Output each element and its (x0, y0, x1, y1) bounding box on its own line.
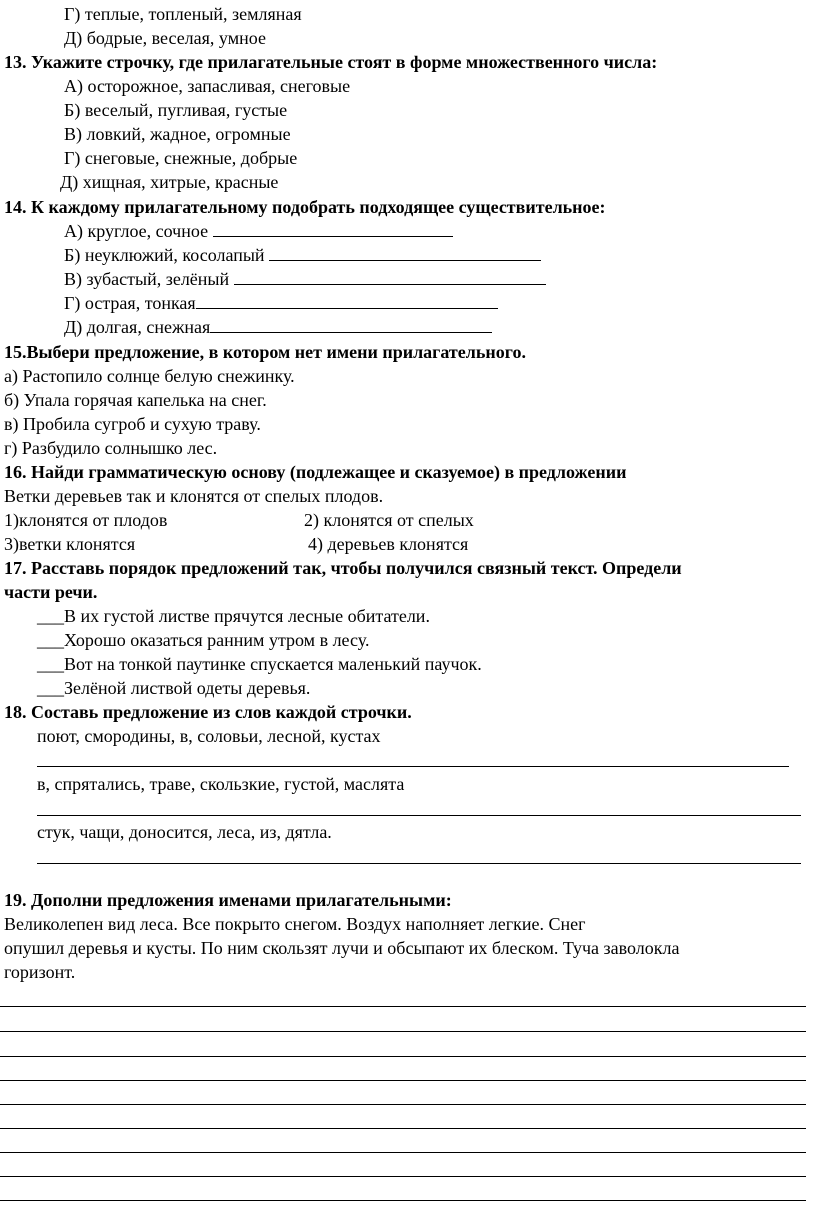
writing-line[interactable] (0, 1152, 806, 1153)
q16-option-1: 1)клонятся от плодов (4, 510, 168, 530)
q13-option-g: Г) снеговые, снежные, добрые (64, 148, 298, 168)
q14-option-b-text: Б) неуклюжий, косолапый (64, 245, 270, 265)
q15-option-a: а) Растопило солнце белую снежинку. (4, 366, 295, 386)
q19-text-line-2: опушил деревья и кусты. По ним скользят лучи и обсыпают их блеском. Туча заволокла (4, 938, 680, 958)
q13-option-b: Б) веселый, пугливая, густые (64, 100, 288, 120)
q15-option-g: г) Разбудило солнышко лес. (4, 438, 218, 458)
q14-option-g-text: Г) острая, тонкая (64, 293, 196, 313)
writing-line[interactable] (0, 1006, 806, 1007)
q14-option-d (64, 315, 492, 339)
q17-order-blank-3[interactable]: ___ (37, 654, 64, 674)
q14-answer-line-v[interactable] (234, 267, 546, 285)
q17-title-line2: части речи. (4, 582, 98, 602)
q12-option-g: Г) теплые, топленый, земляная (64, 4, 302, 24)
q14-option-a (64, 219, 453, 243)
q13-option-a: А) осторожное, запасливая, снеговые (64, 76, 351, 96)
q18-answer-line-3[interactable] (37, 863, 801, 864)
q18-words-3: стук, чащи, доносится, леса, из, дятла. (37, 822, 332, 842)
writing-line[interactable] (0, 1031, 806, 1032)
q19-title: 19. Дополни предложения именами прилагательными: (4, 890, 452, 910)
q14-option-d-text: Д) долгая, снежная (64, 317, 211, 337)
q14-option-a-text: А) круглое, сочное (64, 221, 213, 241)
q19-text-line-1: Великолепен вид леса. Все покрыто снегом. Воздух наполняет легкие. Снег (4, 914, 586, 934)
q14-answer-line-g[interactable] (196, 291, 498, 309)
q14-option-g (64, 291, 498, 315)
q17-title-line1: 17. Расставь порядок предложений так, чтобы получился связный текст. Определи (4, 558, 682, 578)
q17-order-blank-1[interactable]: ___ (37, 606, 64, 626)
q15-option-v: в) Пробила сугроб и сухую траву. (4, 414, 261, 434)
q14-option-v (64, 267, 546, 291)
writing-line[interactable] (0, 1176, 806, 1177)
q17-sentence-4 (37, 676, 310, 700)
writing-line[interactable] (0, 1080, 806, 1081)
q17-sentence-3 (37, 652, 482, 676)
q18-words-1: поют, смородины, в, соловьи, лесной, кустах (37, 726, 381, 746)
q16-title: 16. Найди грамматическую основу (подлежащее и сказуемое) в предложении (4, 462, 627, 482)
q18-words-2: в, спрятались, траве, скользкие, густой, маслята (37, 774, 405, 794)
q14-option-b (64, 243, 541, 267)
q18-answer-line-2[interactable] (37, 815, 801, 816)
q15-title: 15.Выбери предложение, в котором нет имени прилагательного. (4, 342, 526, 362)
q14-answer-line-d[interactable] (210, 315, 492, 333)
q15-option-b: б) Упала горячая капелька на снег. (4, 390, 267, 410)
writing-line[interactable] (0, 1104, 806, 1105)
q18-title: 18. Составь предложение из слов каждой строчки. (4, 702, 412, 722)
q19-text-line-3: горизонт. (4, 962, 76, 982)
q17-order-blank-4[interactable]: ___ (37, 678, 64, 698)
q17-sentence-1-text: В их густой листве прячутся лесные обитатели. (64, 606, 430, 626)
q14-answer-line-a[interactable] (213, 219, 453, 237)
writing-line[interactable] (0, 1128, 806, 1129)
q17-sentence-4-text: Зелёной листвой одеты деревья. (64, 678, 311, 698)
q13-option-d: Д) хищная, хитрые, красные (60, 172, 279, 192)
q17-order-blank-2[interactable]: ___ (37, 630, 64, 650)
q16-sentence: Ветки деревьев так и клонятся от спелых плодов. (4, 486, 384, 506)
q16-option-2: 2) клонятся от спелых (304, 510, 474, 530)
q14-title: 14. К каждому прилагательному подобрать подходящее существительное: (4, 197, 606, 217)
q13-title: 13. Укажите строчку, где прилагательные стоят в форме множественного числа: (4, 52, 658, 72)
q12-option-d: Д) бодрые, веселая, умное (64, 28, 266, 48)
q17-sentence-2 (37, 628, 369, 652)
q13-option-v: В) ловкий, жадное, огромные (64, 124, 291, 144)
writing-line[interactable] (0, 1056, 806, 1057)
q17-sentence-1 (37, 604, 430, 628)
q16-option-3: 3)ветки клонятся (4, 534, 136, 554)
q17-sentence-3-text: Вот на тонкой паутинке спускается маленький паучок. (64, 654, 482, 674)
writing-line[interactable] (0, 1200, 806, 1201)
q17-sentence-2-text: Хорошо оказаться ранним утром в лесу. (64, 630, 370, 650)
q16-option-4: 4) деревьев клонятся (308, 534, 469, 554)
q18-answer-line-1[interactable] (37, 766, 789, 767)
q14-option-v-text: В) зубастый, зелёный (64, 269, 234, 289)
q14-answer-line-b[interactable] (269, 243, 541, 261)
